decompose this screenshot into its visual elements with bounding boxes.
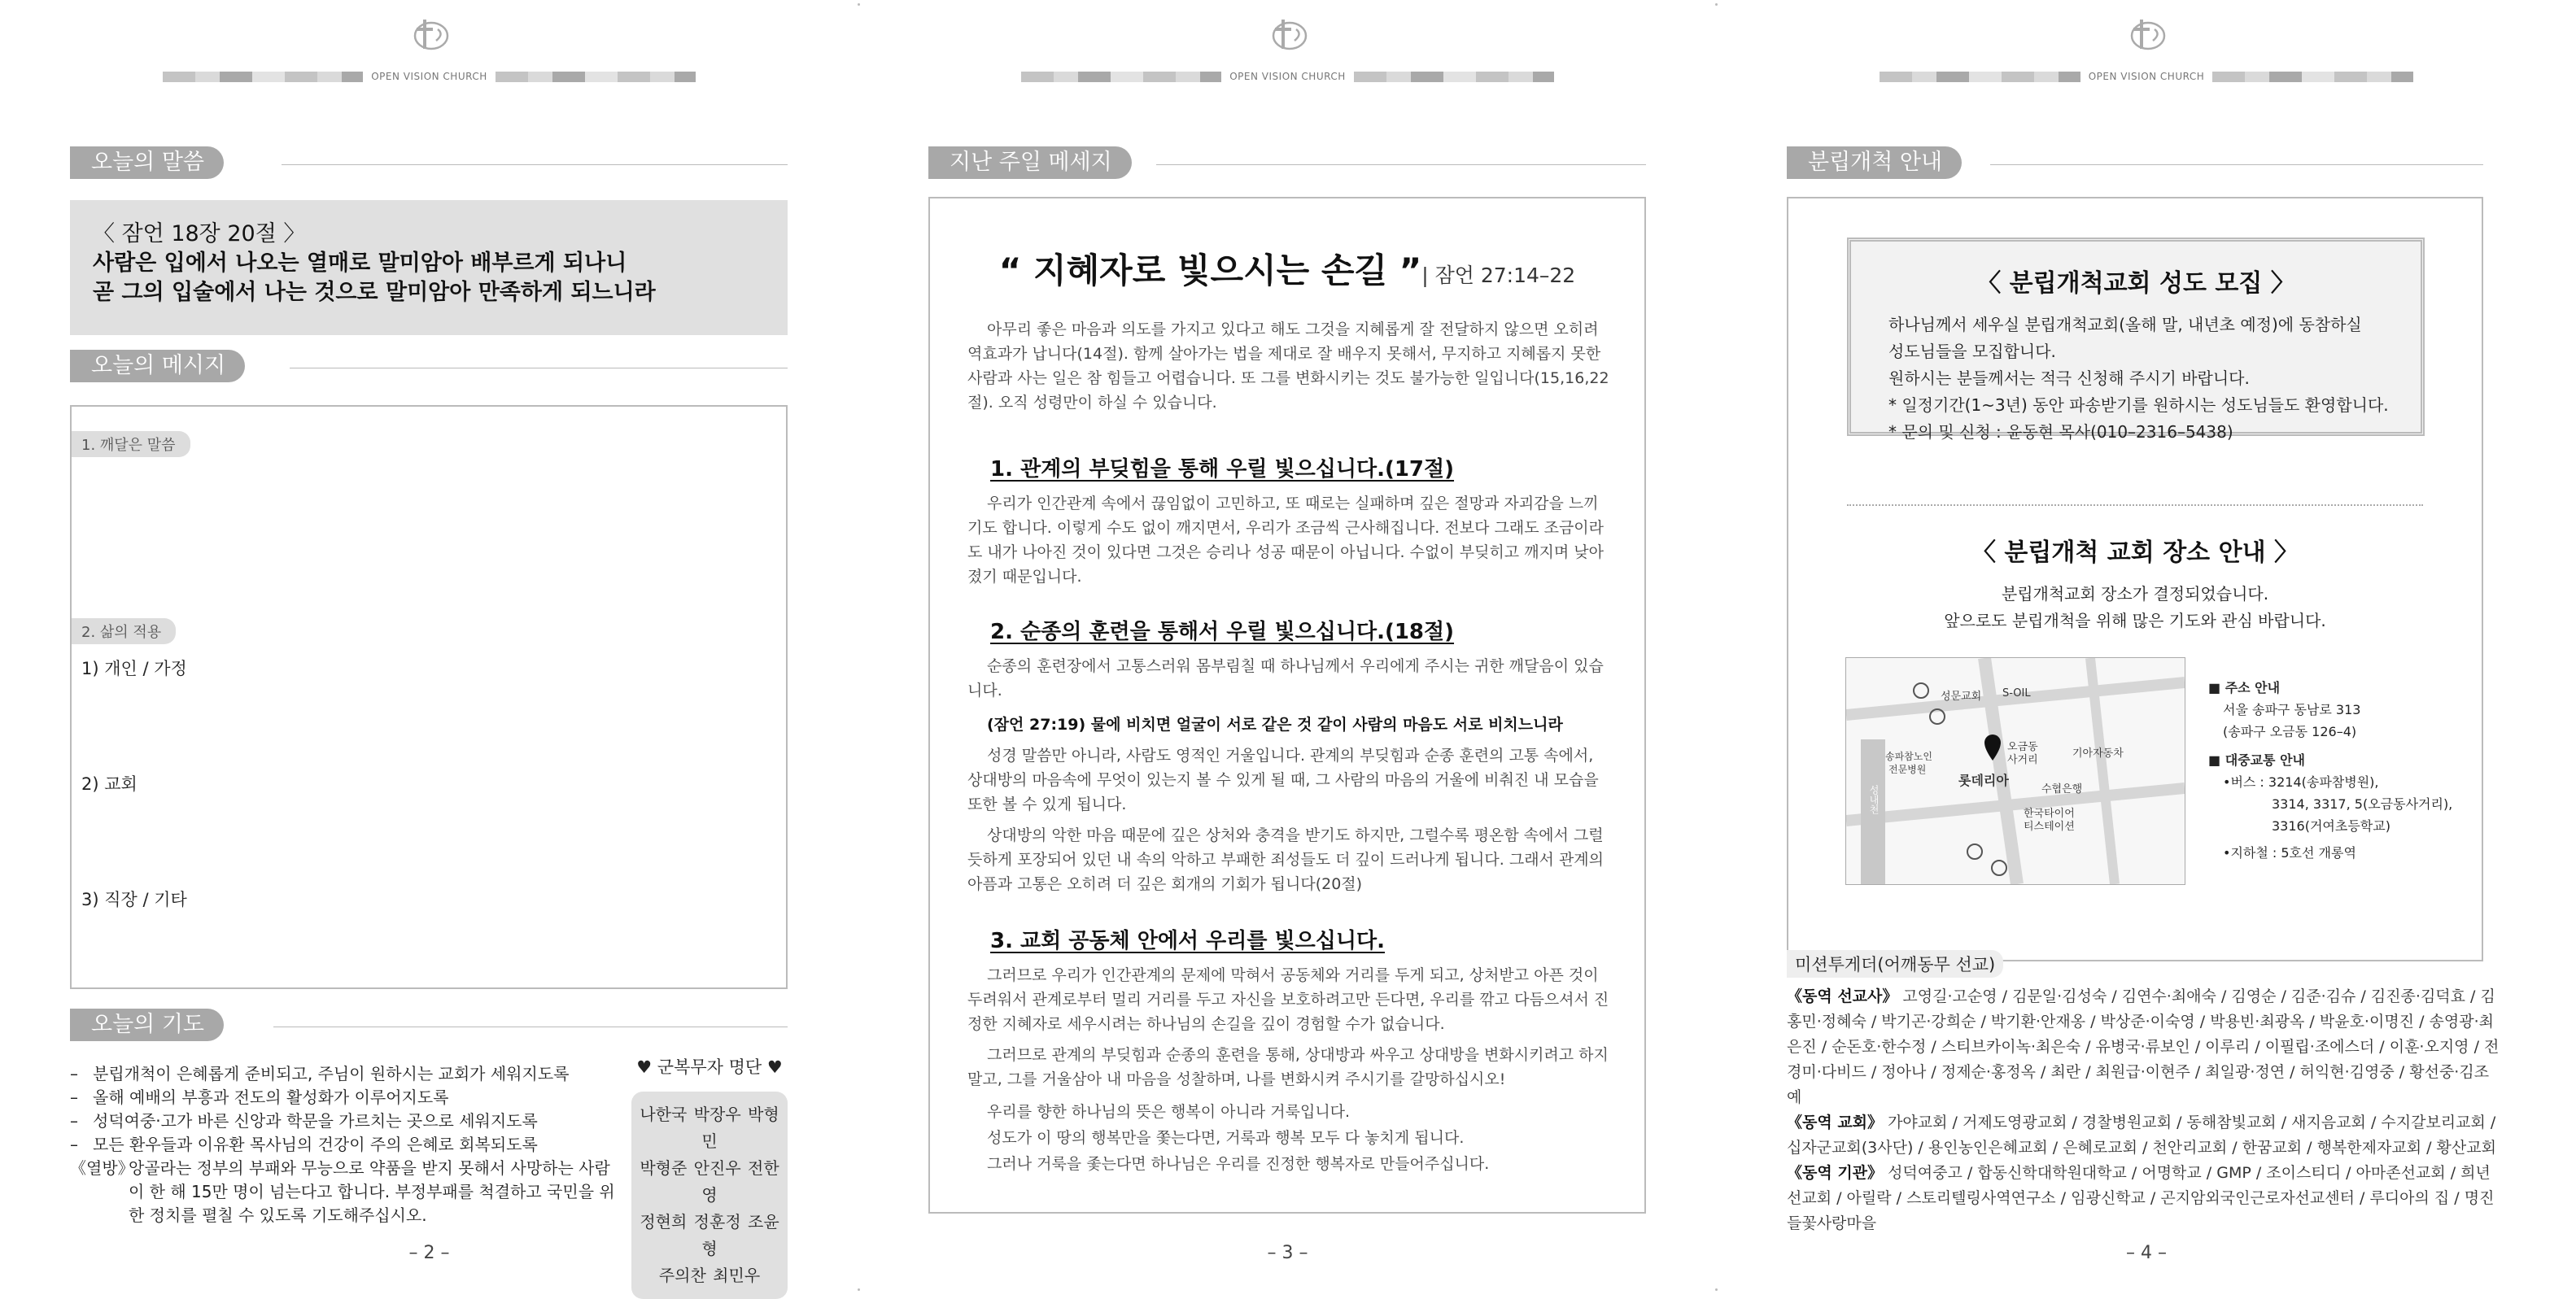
page-2 <box>0 0 858 1294</box>
message-notes-box <box>70 405 788 989</box>
verse-line: 사람은 입에서 나오는 열매로 말미암아 배부르게 되나니 <box>93 251 627 276</box>
verse-box <box>70 200 788 335</box>
prayer-item: – 올해 예배의 부흥과 전도의 활성화가 이루어지도록 <box>70 1088 449 1107</box>
sermon-reference: | 잠언 27:14–22 <box>1421 264 1576 287</box>
sermon-paragraph: 우리가 인간관계 속에서 끊임없이 고민하고, 또 때로는 실패하며 깊은 절망과 자괴감을 느끼기도 합니다. 이렇게 수도 없이 깨지면서, 우리가 조금씩 근사해집니다. 전보다 그래도 조금이라도 내가 나아진 것이 있다면 그것은 승리나 성공 때문이 아닙니다. 수없이 부딪히고 깨지며 낮아졌기 때문입니다. <box>967 495 1605 586</box>
section-rule <box>282 164 788 165</box>
church-logo-icon <box>405 13 454 59</box>
verse-line: 곧 그의 입술에서 나는 것으로 말미암아 만족하게 되느니라 <box>93 280 656 305</box>
name-row: 나한국 박장우 박형민 <box>640 1105 779 1151</box>
church-logo-icon <box>2122 13 2171 59</box>
page-header <box>858 13 1717 82</box>
page-4 <box>1717 0 2576 1294</box>
list-title: ♥ 군복무자 명단 ♥ <box>636 1057 783 1077</box>
map-label: 수협은행 <box>2041 783 2083 796</box>
section-church-plant <box>1787 146 2483 181</box>
header-rule <box>163 70 696 83</box>
recruit-text: 하나님께서 세우실 분립개척교회(올해 말, 내년초 예정)에 동참하실 성도님들을 모집합니다. 원하시는 분들께서는 적극 신청해 주시기 바랍니다. * 일정기간(1~3년) 동안 파송받기를 원하시는 성도님들도 환영합니다. * 문의 및 신청 : 윤동현 목사(010–2316–5438) <box>1888 315 2389 442</box>
mission-list <box>1787 984 2503 1236</box>
header-rule <box>1021 70 1554 83</box>
sermon-paragraph: 그러나 거룩을 좇는다면 하나님은 우리를 진정한 행복자로 만들어주십니다. <box>987 1155 1490 1173</box>
section-word <box>70 146 788 181</box>
map-label: 송파참노인 <box>1885 751 1932 762</box>
map-label: 한국타이어 <box>2024 808 2075 820</box>
sermon-paragraph: 우리를 향한 하나님의 뜻은 행복이 아니라 거룩입니다. <box>987 1103 1351 1121</box>
map-label: 기아자동차 <box>2072 748 2124 760</box>
dotted-divider <box>1847 504 2423 506</box>
notes-label: 2. 삶의 적용 <box>72 618 176 644</box>
church-name: OPEN VISION CHURCH <box>2088 71 2205 82</box>
sermon-paragraph: 그러므로 우리가 인간관계의 문제에 막혀서 공동체와 거리를 두게 되고, 상처받고 아픈 것이 두려워서 관계로부터 멀리 거리를 두고 자신을 보호하려고만 든다면, 우리를 깎고 다듬으셔서 진정한 지혜자로 세우시려는 하나님의 손길을 깊이 경험할 수가 없습니다. <box>967 966 1609 1033</box>
map-label: 성내천 <box>1868 785 1880 814</box>
name-row: 박형준 안진우 전한영 <box>640 1158 779 1205</box>
section-last-sermon <box>928 146 1646 181</box>
location-map <box>1845 657 2185 885</box>
section-title: 오늘의 말씀 <box>70 146 224 179</box>
scripture-quote: (잠언 27:19) 물에 비치면 얼굴이 서로 같은 것 같이 사람의 마음도 서로 비치느니라 <box>987 716 1563 734</box>
mission-group: 《동역 선교사》 고영길·고순영 / 김문일·김성숙 / 김연수·최애숙 / 김영순 / 김준·김슈 / 김진종·김덕효 / 김홍민·정혜숙 / 박기곤·강희순 / 박기환·안재옹 / 박상준·이숙영 / 박용빈·최광옥 / 박윤호·이명진 / 송영광·최은진 / 순돈호·한수정 / 스티브카이녹·최은숙 / 유병국·류보인 / 이루리 / 이필립·조에스더 / 이훈·오지영 / 전경미·다비드 / 정아나 / 정제순·홍정옥 / 최란 / 최원급·이현주 / 최일광·정연 / 허익현·김영중 / 황선중·김조예 <box>1787 987 2500 1106</box>
recruit-title: 〈 분립개척교회 성도 모집 〉 <box>1976 269 2295 298</box>
page-3 <box>858 0 1717 1294</box>
map-label: 사거리 <box>2007 754 2038 766</box>
name-row: 주의찬 최민우 <box>658 1266 761 1285</box>
sermon-heading: 1. 관계의 부딪힘을 통해 우릴 빛으십니다.(17절) <box>990 457 1455 482</box>
verse-reference: 〈 잠언 18장 20절 〉 <box>93 221 306 246</box>
section-rule <box>1990 164 2483 165</box>
sermon-paragraph: 아무리 좋은 마음과 의도를 가지고 있다고 해도 그것을 지혜롭게 잘 전달하지 않으면 오히려 역효과가 납니다(14절). 함께 살아가는 법을 제대로 잘 배우지 못해서, 무지하고 지혜롭지 못한 사람과 사는 일은 참 힘들고 어렵습니다. 또 그를 변화시키는 것도 불가능한 일입니다(15,16,22절). 오직 성령만이 하실 수 있습니다. <box>967 320 1609 412</box>
map-label: 전문병원 <box>1888 764 1927 775</box>
section-prayer <box>70 1009 788 1043</box>
place-title: 〈 분립개척 교회 장소 안내 〉 <box>1971 538 2299 567</box>
sermon-heading: 3. 교회 공동체 안에서 우리를 빛으십니다. <box>990 929 1385 953</box>
map-label: 오금동 <box>2007 741 2038 753</box>
sermon-paragraph: 성경 말씀만 아니라, 사람도 영적인 거울입니다. 관계의 부딪힘과 순종 훈련의 고통 속에서, 상대방의 마음속에 무엇이 있는지 볼 수 있게 될 때, 그 사람의 마음의 거울에 비춰진 내 모습을 또한 볼 수 있게 됩니다. <box>967 747 1599 813</box>
map-label: S-OIL <box>2002 687 2031 700</box>
recruit-box <box>1847 238 2425 442</box>
sermon-paragraph: 성도가 이 땅의 행복만을 쫓는다면, 거룩과 행복 모두 다 놓치게 됩니다. <box>987 1129 1465 1147</box>
map-label: 티스테이션 <box>2024 821 2075 833</box>
prayer-item: 《열방》 앙골라는 정부의 부패와 무능으로 약품을 받지 못해서 사망하는 사람이 한 해 15만 명이 넘는다고 합니다. 부정부패를 척결하고 국민을 위한 정치를 펼칠 수 있도록 기도해주십시오. <box>70 1158 615 1225</box>
place-text: 분립개척교회 장소가 결정되었습니다. 앞으로도 분립개척을 위해 많은 기도와 관심 바랍니다. <box>1944 584 2326 630</box>
header-rule <box>1880 70 2413 83</box>
section-message <box>70 350 788 384</box>
page-number: – 2 – <box>408 1243 450 1263</box>
name-row: 정현희 정훈정 조윤형 <box>640 1212 779 1258</box>
prayer-list <box>70 1062 620 1227</box>
church-name: OPEN VISION CHURCH <box>371 71 487 82</box>
prayer-item: – 분립개척이 은혜롭게 준비되고, 주님이 원하시는 교회가 세워지도록 <box>70 1064 570 1083</box>
map-label: 롯데리아 <box>1958 773 2009 788</box>
sermon-paragraph: 순종의 훈련장에서 고통스러워 몸부림칠 때 하나님께서 우리에게 주시는 귀한 깨달음이 있습니다. <box>967 657 1604 700</box>
map-label: 성문교회 <box>1941 691 1982 703</box>
section-title: 분립개척 안내 <box>1787 146 1962 179</box>
mission-group: 《동역 교회》 가야교회 / 거제도영광교회 / 경찰병원교회 / 동해참빛교회 / 새지음교회 / 수지갈보리교회 / 십자군교회(3사단) / 용인농인은혜교회 / 은혜로교회 / 천안리교회 / 한꿈교회 / 행복한제자교회 / 황산교회 <box>1787 1114 2496 1157</box>
page-number: – 3 – <box>1267 1243 1308 1263</box>
name-box <box>631 1092 788 1299</box>
sermon-heading: 2. 순종의 훈련을 통해서 우릴 빛으십니다.(18절) <box>990 620 1455 644</box>
church-name: OPEN VISION CHURCH <box>1229 71 1346 82</box>
church-plant-box <box>1787 197 2483 961</box>
section-title: 오늘의 메시지 <box>70 350 245 382</box>
section-title: 오늘의 기도 <box>70 1009 224 1041</box>
prayer-item: – 성덕여중·고가 바른 신앙과 학문을 가르치는 곳으로 세워지도록 <box>70 1111 538 1131</box>
section-title: 지난 주일 메세지 <box>928 146 1132 179</box>
section-rule <box>1156 164 1646 165</box>
apply-item: 3) 직장 / 기타 <box>81 890 187 909</box>
church-logo-icon <box>1264 13 1312 59</box>
prayer-item: – 모든 환우들과 이유환 목사님의 건강이 주의 은혜로 회복되도록 <box>70 1135 538 1154</box>
page-header <box>0 13 858 82</box>
page-header <box>1717 13 2576 82</box>
notes-label: 1. 깨달은 말씀 <box>72 431 190 457</box>
sermon-title: “ 지혜자로 빛으시는 손길 ”| 잠언 27:14–22 <box>998 251 1576 290</box>
sermon-paragraph: 상대방의 악한 마음 때문에 깊은 상처와 충격을 받기도 하지만, 그럴수록 평온함 속에서 그럴듯하게 포장되어 있던 내 속의 악하고 부패한 죄성들도 더 깊이 드러나게 됩니다. 그래서 관계의 아픔과 고통은 오히려 더 깊은 회개의 기회가 됩니다(20절) <box>967 826 1605 893</box>
sermon-box <box>928 197 1646 1214</box>
address-info: ■ 주소 안내 서울 송파구 동남로 313 (송파구 오금동 126–4) ■ 대중교통 안내 •버스 : 3214(송파참병원), 3314, 3317, 5(오금동사거리), 3316(거여초등학교) •지하철 : 5호선 개롱역 <box>2208 680 2453 861</box>
apply-item: 1) 개인 / 가정 <box>81 659 187 678</box>
page-number: – 4 – <box>2126 1243 2167 1263</box>
mission-group: 《동역 기관》 성덕여중고 / 합동신학대학원대학교 / 어명학교 / GMP / 조이스티디 / 아마존선교회 / 희년선교회 / 아릴락 / 스토리텔링사역연구소 / 임광신학교 / 곤지암외국인근로자선교센터 / 루디아의 집 / 명진들꽃사랑마을 <box>1787 1164 2495 1232</box>
apply-item: 2) 교회 <box>81 774 138 794</box>
sermon-paragraph: 그러므로 관계의 부딪힘과 순종의 훈련을 통해, 상대방과 싸우고 상대방을 변화시키려고 하지 말고, 그를 거울삼아 내 마음을 성찰하며, 나를 변화시켜 주시기를 갈망하십시오! <box>967 1046 1609 1088</box>
mission-title: 미션투게더(어깨동무 선교) <box>1787 950 2003 978</box>
